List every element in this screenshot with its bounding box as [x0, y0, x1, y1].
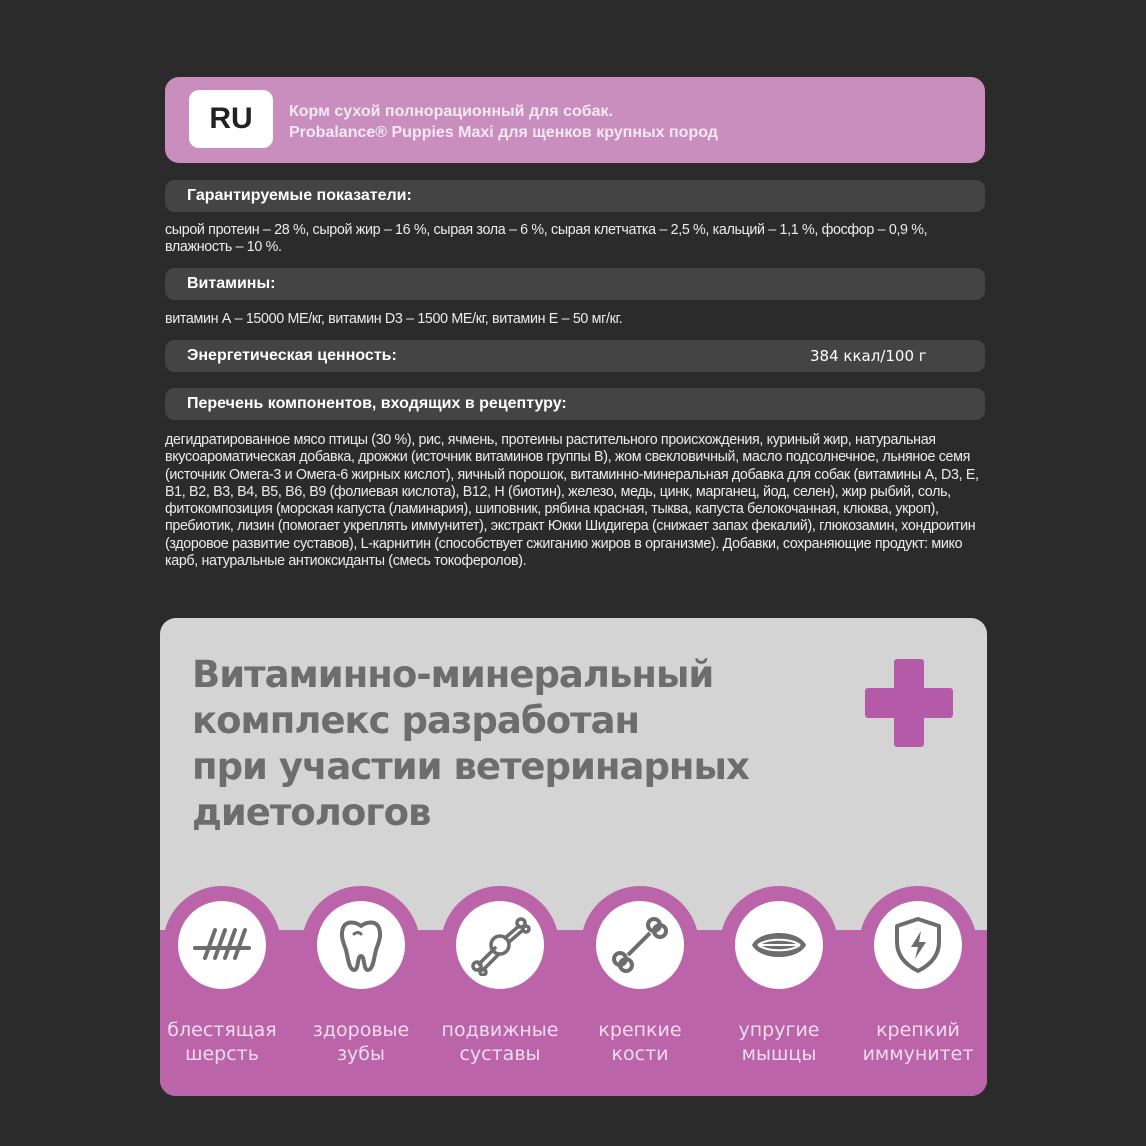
- benefit-joints: [441, 886, 559, 1086]
- benefit-label: крепкие кости: [598, 1019, 682, 1065]
- shield-icon: [887, 914, 949, 976]
- guaranteed-analysis-bar: [165, 180, 985, 212]
- benefit-label: подвижные суставы: [441, 1019, 559, 1065]
- benefit-fur: [163, 886, 281, 1086]
- language-badge: RU: [189, 90, 273, 148]
- product-title-line1: Корм сухой полнорационный для собак.: [289, 103, 613, 120]
- vitamins-label: Витамины:: [187, 275, 276, 292]
- promo-headline-line3: при участии ветеринарных: [192, 745, 749, 788]
- plus-cross-icon: [865, 659, 953, 747]
- energy-label: Энергетическая ценность:: [187, 347, 397, 364]
- benefit-muscles: [720, 886, 838, 1086]
- bone-icon: [609, 914, 671, 976]
- product-title: [289, 101, 718, 143]
- fur-icon: [191, 914, 253, 976]
- vitamins-text: витамин А – 15000 МЕ/кг, витамин D3 – 1500 МЕ/кг, витамин Е – 50 мг/кг.: [165, 311, 623, 327]
- muscle-icon: [748, 914, 810, 976]
- promo-headline-line1: Витаминно-минеральный: [192, 653, 714, 696]
- composition-label: Перечень компонентов, входящих в рецептуру:: [187, 395, 567, 412]
- promo-headline-line2: комплекс разработан: [192, 699, 640, 742]
- product-title-line2: Probalance® Puppies Maxi для щенков крупных пород: [289, 124, 718, 141]
- benefit-label: крепкий иммунитет: [862, 1019, 974, 1065]
- promo-headline: [192, 652, 812, 836]
- benefit-immunity: [859, 886, 977, 1086]
- joint-icon: [469, 914, 531, 976]
- promo-headline-line4: диетологов: [192, 791, 431, 834]
- benefit-bones: [581, 886, 699, 1086]
- composition-bar: [165, 388, 985, 420]
- vitamins-bar: [165, 268, 985, 300]
- guaranteed-analysis-label: Гарантируемые показатели:: [187, 187, 412, 204]
- benefit-teeth: [302, 886, 420, 1086]
- tooth-icon: [330, 914, 392, 976]
- benefit-label: здоровые зубы: [312, 1019, 410, 1065]
- vitamin-complex-panel: [160, 618, 987, 1096]
- energy-bar: [165, 340, 985, 372]
- energy-value: 384 ккал/100 г: [810, 347, 927, 365]
- benefit-label: упругие мышцы: [738, 1019, 820, 1065]
- composition-text: дегидратированное мясо птицы (30 %), рис, ячмень, протеины растительного происхождения, куриный жир, натуральная вкусоароматическая добавка, дрожжи (источник витаминов группы В), жом свекловичный, масло подсолнечное, льняное семя (источник Омега-3 и Омега-6 жирных кислот), яичный порошок, витаминно-минеральная добавка для собак (витамины A, D3, E, B1, B2, B3, B4, B5, B6, B9 (фолиевая кислота), B12, H (биотин), железо, медь, цинк, марганец, йод, селен), жир рыбий, соль, фитокомпозиция (морская капуста (ламинария), шиповник, рябина красная, тыква, капуста белокочанная, клюква, укроп), пребиотик, лизин (помогает укреплять иммунитет), экстракт Юкки Шидигера (снижает запах фекалий), глюкозамин, хондроитин (здоровое развитие суставов), L-карнитин (способствует сжиганию жиров в организме). Добавки, сохраняющие продукт: мико карб, натуральные антиоксиданты (смесь токоферолов).: [165, 432, 979, 570]
- guaranteed-analysis-text: сырой протеин – 28 %, сырой жир – 16 %, сырая зола – 6 %, сырая клетчатка – 2,5 %, кальций – 1,1 %, фосфор – 0,9 %, влажность – 10 %.: [165, 222, 928, 256]
- benefit-label: блестящая шерсть: [167, 1019, 277, 1065]
- product-header: [165, 77, 985, 163]
